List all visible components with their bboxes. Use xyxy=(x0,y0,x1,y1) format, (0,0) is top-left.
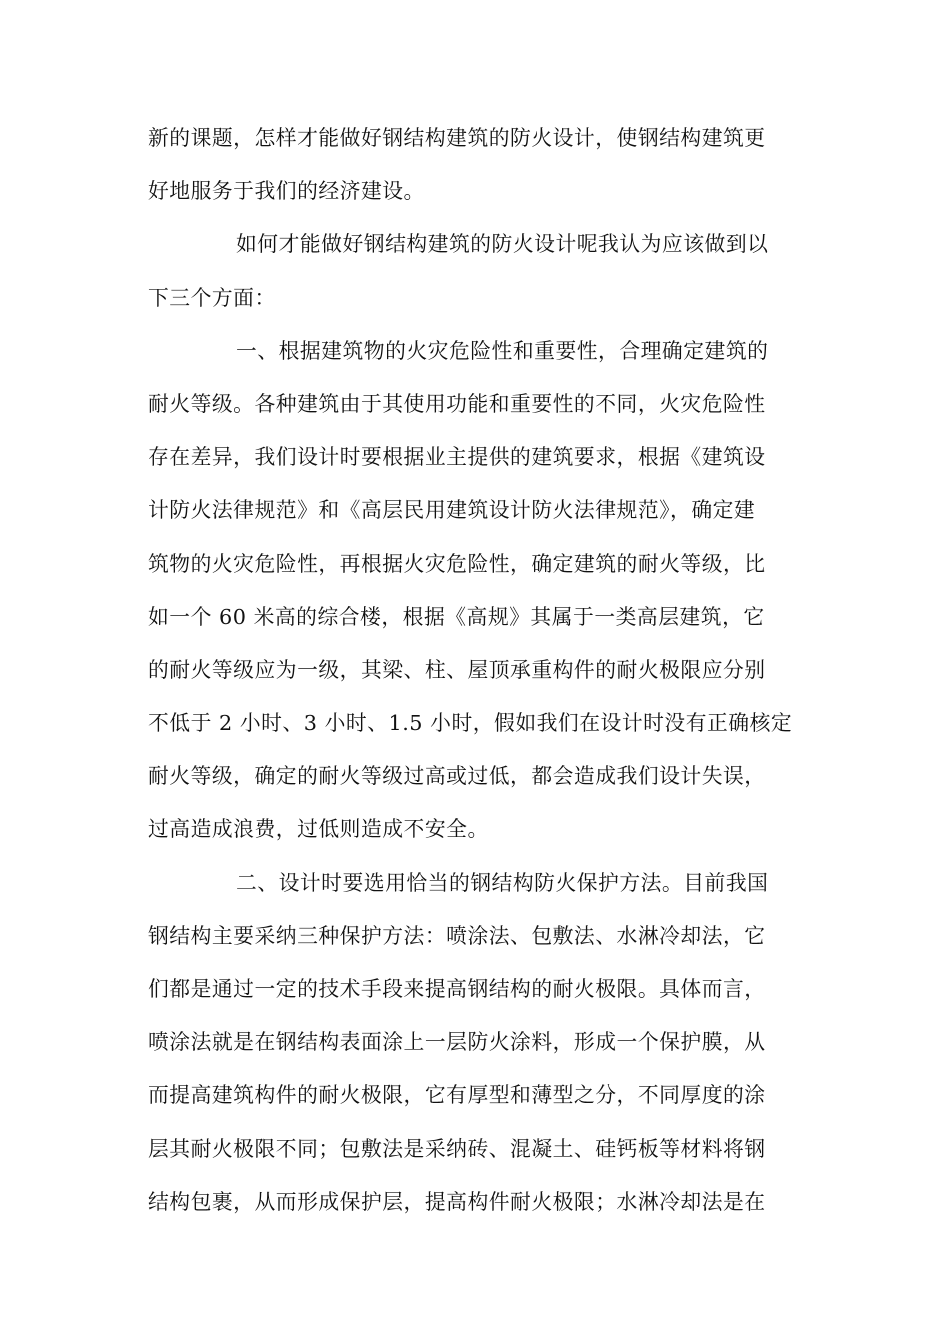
text-line: 们都是通过一定的技术手段来提高钢结构的耐火极限。具体而言， xyxy=(148,977,766,1001)
text-line: 的耐火等级应为一级，其梁、柱、屋顶承重构件的耐火极限应分别 xyxy=(148,657,766,682)
paragraph-point-two xyxy=(148,857,800,1229)
text-line: 计防火法律规范》和《高层民用建筑设计防火法律规范》，确定建 xyxy=(148,498,756,523)
text-line: 存在差异，我们设计时要根据业主提供的建筑要求，根据《建筑设 xyxy=(148,445,766,470)
text-line: 耐火等级。各种建筑由于其使用功能和重要性的不同，火灾危险性 xyxy=(148,391,766,416)
text-line: 不低于 2 小时、3 小时、1.5 小时，假如我们在设计时没有正确核定 xyxy=(148,711,793,736)
text-line: 结构包裹，从而形成保护层，提高构件耐火极限；水淋冷却法是在 xyxy=(148,1189,766,1214)
paragraph-point-one xyxy=(148,325,800,857)
text-line: 新的课题，怎样才能做好钢结构建筑的防火设计，使钢结构建筑更 xyxy=(148,126,766,150)
text-line: 过高造成浪费，过低则造成不安全。 xyxy=(148,817,489,842)
text-line: 如何才能做好钢结构建筑的防火设计呢我认为应该做到以 xyxy=(236,232,769,257)
text-line: 筑物的火灾危险性，再根据火灾危险性，确定建筑的耐火等级，比 xyxy=(148,551,766,576)
text-line: 而提高建筑构件的耐火极限，它有厚型和薄型之分，不同厚度的涂 xyxy=(148,1083,766,1108)
document-body xyxy=(148,112,800,1229)
text-line: 好地服务于我们的经济建设。 xyxy=(148,179,425,204)
text-line: 耐火等级，确定的耐火等级过高或过低，都会造成我们设计失误， xyxy=(148,764,766,789)
text-line: 喷涂法就是在钢结构表面涂上一层防火涂料，形成一个保护膜，从 xyxy=(148,1030,766,1055)
text-line: 二、设计时要选用恰当的钢结构防火保护方法。目前我国 xyxy=(236,870,769,895)
text-line: 下三个方面： xyxy=(148,285,276,310)
paragraph-intro xyxy=(148,112,800,218)
paragraph-question xyxy=(148,218,800,324)
text-line: 钢结构主要采纳三种保护方法：喷涂法、包敷法、水淋冷却法，它 xyxy=(148,923,766,948)
text-line: 一、根据建筑物的火灾危险性和重要性，合理确定建筑的 xyxy=(236,338,769,363)
text-line: 如一个 60 米高的综合楼，根据《高规》其属于一类高层建筑，它 xyxy=(148,604,765,629)
text-line: 层其耐火极限不同；包敷法是采纳砖、混凝土、硅钙板等材料将钢 xyxy=(148,1136,766,1161)
